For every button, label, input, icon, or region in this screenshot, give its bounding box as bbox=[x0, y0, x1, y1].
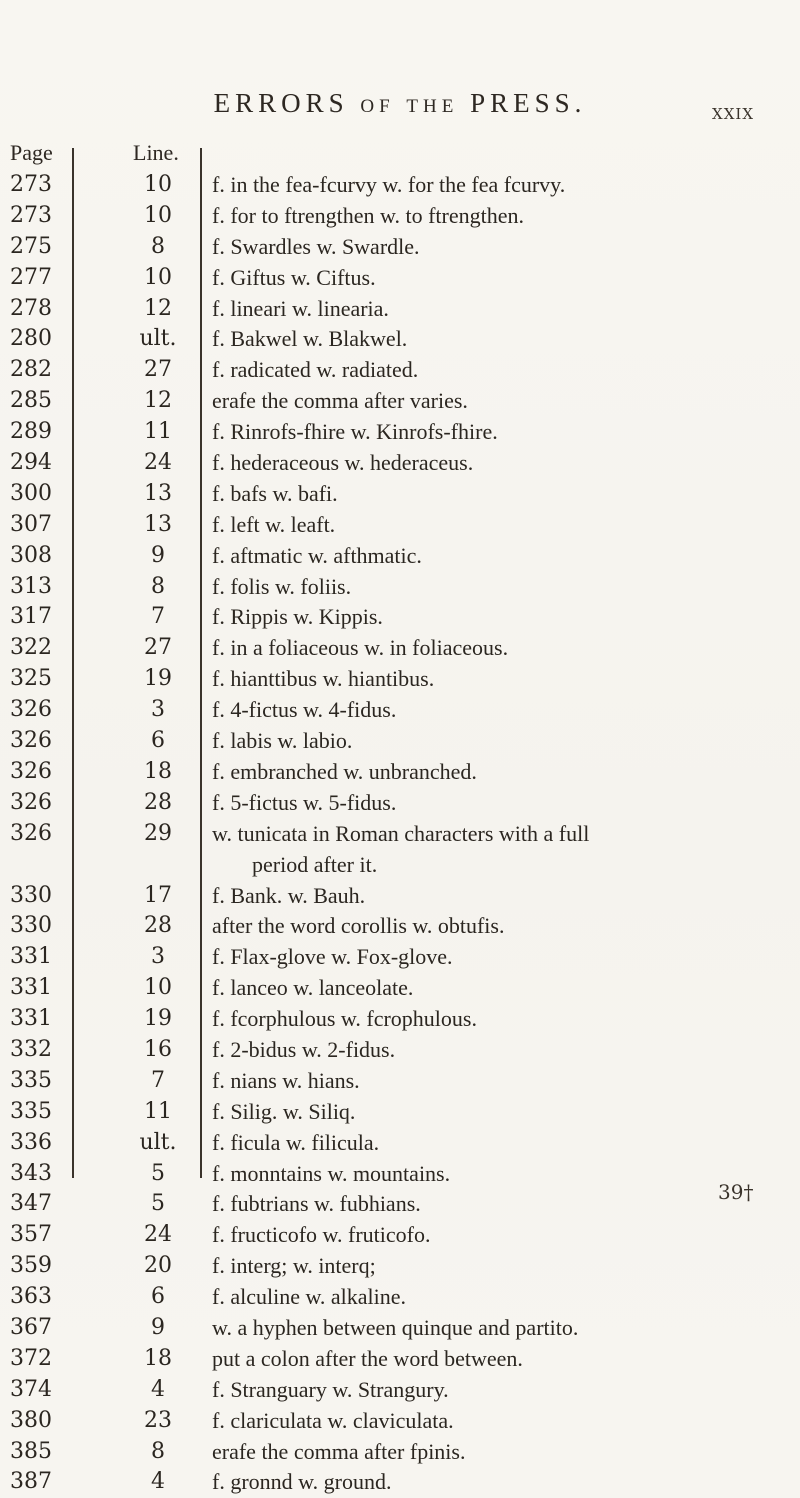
errata-page-number: 380 bbox=[10, 1407, 52, 1433]
errata-correction bbox=[212, 1004, 787, 1035]
errata-correction bbox=[212, 819, 787, 881]
errata-line-number: 20 bbox=[144, 1253, 172, 1279]
errata-row bbox=[0, 541, 800, 572]
errata-row bbox=[0, 1004, 800, 1035]
errata-line-number: 29 bbox=[144, 820, 172, 846]
errata-correction-text: f. Bank. w. Bauh. bbox=[212, 882, 366, 908]
errata-row bbox=[0, 819, 800, 881]
signature-mark: 39† bbox=[718, 1180, 754, 1204]
errata-correction bbox=[212, 572, 787, 603]
errata-correction bbox=[212, 881, 787, 912]
errata-row bbox=[0, 1159, 800, 1190]
errata-row bbox=[0, 695, 800, 726]
errata-row bbox=[0, 294, 800, 325]
errata-correction bbox=[212, 448, 787, 479]
errata-row bbox=[0, 1344, 800, 1375]
errata-correction-text: f. bafs w. bafi. bbox=[212, 480, 338, 506]
errata-correction-text: f. Flax-glove w. Fox-glove. bbox=[212, 944, 453, 970]
column-header-line: Line. bbox=[133, 140, 179, 165]
errata-correction-text: f. interg; w. interq; bbox=[212, 1253, 376, 1279]
errata-correction bbox=[212, 479, 787, 510]
errata-line-number: 10 bbox=[144, 172, 172, 197]
errata-line-number: 18 bbox=[144, 1345, 172, 1371]
errata-line-number: 6 bbox=[151, 728, 165, 754]
errata-correction bbox=[212, 1375, 787, 1406]
errata-correction-text: f. Rinrofs-fhire w. Kinrofs-fhire. bbox=[212, 419, 498, 445]
errata-correction bbox=[212, 417, 787, 448]
errata-page-number: 294 bbox=[10, 450, 52, 476]
errata-correction-text: f. clariculata w. claviculata. bbox=[212, 1407, 454, 1433]
errata-line-number: 18 bbox=[144, 758, 172, 784]
errata-line-number: 10 bbox=[144, 202, 172, 228]
errata-correction-text: f. labis w. labio. bbox=[212, 728, 353, 754]
errata-correction bbox=[212, 1406, 787, 1437]
errata-correction bbox=[212, 170, 787, 201]
errata-page-number: 280 bbox=[10, 326, 52, 352]
errata-correction-text: f. embranched w. unbranched. bbox=[212, 758, 477, 784]
errata-line-number: 6 bbox=[151, 1284, 165, 1310]
errata-page-number: 275 bbox=[10, 233, 52, 259]
errata-row bbox=[0, 633, 800, 664]
errata-correction bbox=[212, 1097, 787, 1128]
errata-row bbox=[0, 726, 800, 757]
errata-row bbox=[0, 1437, 800, 1468]
errata-correction-text: f. alculine w. alkaline. bbox=[212, 1284, 407, 1310]
errata-correction bbox=[212, 294, 787, 325]
errata-correction-text: f. 2-bidus w. 2-fidus. bbox=[212, 1036, 396, 1062]
errata-row bbox=[0, 942, 800, 973]
errata-page-number: 325 bbox=[10, 666, 52, 692]
errata-correction bbox=[212, 1159, 787, 1190]
errata-line-number: 11 bbox=[144, 1098, 172, 1124]
errata-page-number: 273 bbox=[10, 172, 52, 197]
errata-row bbox=[0, 1467, 800, 1498]
errata-page-number: 331 bbox=[10, 975, 52, 1001]
errata-row bbox=[0, 386, 800, 417]
errata-correction-text: f. aftmatic w. afthmatic. bbox=[212, 542, 422, 568]
errata-page-number: 282 bbox=[10, 357, 52, 383]
errata-correction-text: f. nians w. hians. bbox=[212, 1067, 360, 1093]
errata-page-number: 308 bbox=[10, 542, 52, 568]
errata-row bbox=[0, 572, 800, 603]
errata-correction bbox=[212, 263, 787, 294]
errata-row bbox=[0, 448, 800, 479]
errata-correction-continuation: period after it. bbox=[252, 851, 378, 877]
errata-line-number: 24 bbox=[144, 450, 172, 476]
errata-correction bbox=[212, 1128, 787, 1159]
errata-line-number: 9 bbox=[151, 542, 165, 568]
errata-correction bbox=[212, 757, 787, 788]
errata-line-number: 28 bbox=[144, 789, 172, 815]
errata-line-number: 7 bbox=[151, 1067, 165, 1093]
errata-page-number: 385 bbox=[10, 1438, 52, 1464]
errata-line-number: 27 bbox=[144, 635, 172, 661]
errata-page-number: 326 bbox=[10, 697, 52, 723]
errata-row bbox=[0, 355, 800, 386]
errata-correction bbox=[212, 1220, 787, 1251]
errata-correction bbox=[212, 973, 787, 1004]
errata-correction bbox=[212, 1282, 787, 1313]
errata-correction-text: w. tunicata in Roman characters with a full bbox=[212, 820, 590, 846]
errata-row bbox=[0, 1066, 800, 1097]
errata-correction-text: f. Giftus w. Ciftus. bbox=[212, 264, 376, 290]
errata-correction-text: f. left w. leaft. bbox=[212, 511, 336, 537]
errata-correction bbox=[212, 1344, 787, 1375]
errata-correction-text: f. Swardles w. Swardle. bbox=[212, 233, 420, 259]
errata-row bbox=[0, 973, 800, 1004]
errata-correction bbox=[212, 541, 787, 572]
errata-page-number: 289 bbox=[10, 419, 52, 445]
errata-line-number: 4 bbox=[151, 1469, 165, 1495]
errata-page-number: 363 bbox=[10, 1284, 52, 1310]
errata-line-number: 8 bbox=[151, 573, 165, 599]
errata-line-number: 8 bbox=[151, 1438, 165, 1464]
errata-line-number: 3 bbox=[151, 697, 165, 723]
errata-correction-text: f. hianttibus w. hiantibus. bbox=[212, 666, 435, 692]
errata-correction-text: f. fructicofo w. fruticofo. bbox=[212, 1222, 431, 1248]
errata-line-number: 23 bbox=[144, 1407, 172, 1433]
errata-line-number: 5 bbox=[151, 1191, 165, 1217]
errata-line-number: 13 bbox=[144, 480, 172, 506]
errata-correction bbox=[212, 386, 787, 417]
errata-row bbox=[0, 881, 800, 912]
errata-row bbox=[0, 1128, 800, 1159]
errata-correction-text: f. fubtrians w. fubhians. bbox=[212, 1191, 421, 1217]
errata-correction bbox=[212, 1251, 787, 1282]
errata-row bbox=[0, 1035, 800, 1066]
errata-line-number: 5 bbox=[151, 1160, 165, 1186]
errata-correction-text: f. fcorphulous w. fcrophulous. bbox=[212, 1006, 477, 1032]
errata-row bbox=[0, 664, 800, 695]
errata-page-number: 326 bbox=[10, 758, 52, 784]
errata-row bbox=[0, 232, 800, 263]
errata-correction bbox=[212, 232, 787, 263]
errata-page-number: 343 bbox=[10, 1160, 52, 1186]
errata-correction-text: f. Rippis w. Kippis. bbox=[212, 604, 383, 630]
page-title: ERRORS of the PRESS. bbox=[213, 88, 587, 118]
errata-line-number: 4 bbox=[151, 1376, 165, 1402]
errata-row bbox=[0, 1375, 800, 1406]
errata-row bbox=[0, 1220, 800, 1251]
errata-correction bbox=[212, 1313, 787, 1344]
errata-row bbox=[0, 1282, 800, 1313]
errata-correction-text: f. monntains w. mountains. bbox=[212, 1160, 451, 1186]
errata-page-number: 277 bbox=[10, 264, 52, 290]
errata-page-number: 313 bbox=[10, 573, 52, 599]
errata-correction bbox=[212, 201, 787, 232]
errata-correction-text: f. lineari w. linearia. bbox=[212, 295, 389, 321]
errata-line-number: 7 bbox=[151, 604, 165, 630]
errata-page-number: 372 bbox=[10, 1345, 52, 1371]
errata-row bbox=[0, 911, 800, 942]
page-number: xxix bbox=[712, 100, 754, 125]
errata-correction-text: f. 4-fictus w. 4-fidus. bbox=[212, 697, 397, 723]
errata-line-number: ult. bbox=[139, 1129, 177, 1155]
errata-row bbox=[0, 201, 800, 232]
errata-line-number: 27 bbox=[144, 357, 172, 383]
errata-line-number: 12 bbox=[144, 295, 172, 321]
errata-correction-text: put a colon after the word between. bbox=[212, 1345, 523, 1371]
errata-page-number: 335 bbox=[10, 1067, 52, 1093]
errata-page-number: 300 bbox=[10, 480, 52, 506]
errata-page-number: 367 bbox=[10, 1314, 52, 1340]
errata-page-number: 330 bbox=[10, 882, 52, 908]
errata-page-number: 336 bbox=[10, 1129, 52, 1155]
errata-line-number: 17 bbox=[144, 882, 172, 908]
errata-line-number: ult. bbox=[139, 326, 177, 352]
errata-page-number: 335 bbox=[10, 1098, 52, 1124]
errata-row bbox=[0, 324, 800, 355]
errata-correction-text: f. 5-fictus w. 5-fidus. bbox=[212, 789, 397, 815]
column-header-page: Page bbox=[10, 140, 53, 165]
errata-page-number: 331 bbox=[10, 944, 52, 970]
errata-page-number: 359 bbox=[10, 1253, 52, 1279]
errata-correction-text: f. folis w. foliis. bbox=[212, 573, 352, 599]
errata-line-number: 8 bbox=[151, 233, 165, 259]
errata-page-number: 326 bbox=[10, 789, 52, 815]
errata-correction bbox=[212, 1467, 787, 1498]
errata-row bbox=[0, 263, 800, 294]
errata-correction-text: f. hederaceous w. hederaceus. bbox=[212, 450, 474, 476]
errata-line-number: 19 bbox=[144, 1006, 172, 1032]
errata-line-number: 12 bbox=[144, 388, 172, 414]
errata-page-number: 347 bbox=[10, 1191, 52, 1217]
errata-row bbox=[0, 510, 800, 541]
errata-page-number: 326 bbox=[10, 820, 52, 846]
errata-correction-text: f. lanceo w. lanceolate. bbox=[212, 975, 414, 1001]
errata-correction-text: w. a hyphen between quinque and partito. bbox=[212, 1314, 579, 1340]
errata-page-number: 331 bbox=[10, 1006, 52, 1032]
errata-correction-text: f. in a foliaceous w. in foliaceous. bbox=[212, 635, 509, 661]
errata-correction bbox=[212, 911, 787, 942]
errata-correction-text: erafe the comma after varies. bbox=[212, 388, 468, 414]
errata-correction bbox=[212, 695, 787, 726]
errata-correction bbox=[212, 788, 787, 819]
errata-line-number: 3 bbox=[151, 944, 165, 970]
errata-correction bbox=[212, 1437, 787, 1468]
errata-page-number: 307 bbox=[10, 511, 52, 537]
errata-list bbox=[0, 170, 800, 1498]
errata-page-number: 278 bbox=[10, 295, 52, 321]
errata-line-number: 24 bbox=[144, 1222, 172, 1248]
errata-page-number: 332 bbox=[10, 1036, 52, 1062]
errata-line-number: 13 bbox=[144, 511, 172, 537]
errata-row bbox=[0, 1097, 800, 1128]
errata-correction-text: f. Stranguary w. Strangury. bbox=[212, 1376, 449, 1402]
errata-page-number: 374 bbox=[10, 1376, 52, 1402]
errata-correction-text: after the word corollis w. obtufis. bbox=[212, 913, 505, 939]
errata-correction bbox=[212, 602, 787, 633]
errata-page-number: 317 bbox=[10, 604, 52, 630]
errata-correction-text: f. ficula w. filicula. bbox=[212, 1129, 380, 1155]
errata-correction-text: f. gronnd w. ground. bbox=[212, 1469, 392, 1495]
errata-correction bbox=[212, 324, 787, 355]
errata-row bbox=[0, 1251, 800, 1282]
errata-line-number: 28 bbox=[144, 913, 172, 939]
errata-line-number: 11 bbox=[144, 419, 172, 445]
errata-row bbox=[0, 479, 800, 510]
errata-correction bbox=[212, 1066, 787, 1097]
errata-row bbox=[0, 417, 800, 448]
errata-correction-text: erafe the comma after fpinis. bbox=[212, 1438, 466, 1464]
errata-correction-text: f. for to ftrengthen w. to ftrengthen. bbox=[212, 202, 524, 228]
errata-correction bbox=[212, 1035, 787, 1066]
errata-page-number: 285 bbox=[10, 388, 52, 414]
errata-page-number: 387 bbox=[10, 1469, 52, 1495]
errata-correction bbox=[212, 942, 787, 973]
errata-page-number: 273 bbox=[10, 202, 52, 228]
errata-page-number: 357 bbox=[10, 1222, 52, 1248]
errata-row bbox=[0, 1406, 800, 1437]
errata-page-number: 330 bbox=[10, 913, 52, 939]
errata-page-number: 322 bbox=[10, 635, 52, 661]
errata-page-number: 326 bbox=[10, 728, 52, 754]
errata-line-number: 16 bbox=[144, 1036, 172, 1062]
errata-correction-text: f. Bakwel w. Blakwel. bbox=[212, 326, 408, 352]
errata-correction-text: f. Silig. w. Siliq. bbox=[212, 1098, 356, 1124]
errata-row bbox=[0, 1189, 800, 1220]
errata-row bbox=[0, 788, 800, 819]
errata-correction-text: f. in the fea-fcurvy w. for the fea fcurvy. bbox=[212, 172, 566, 197]
errata-line-number: 9 bbox=[151, 1314, 165, 1340]
errata-correction bbox=[212, 633, 787, 664]
errata-row bbox=[0, 170, 800, 201]
errata-correction bbox=[212, 726, 787, 757]
errata-correction bbox=[212, 355, 787, 386]
errata-line-number: 10 bbox=[144, 975, 172, 1001]
errata-line-number: 10 bbox=[144, 264, 172, 290]
errata-row bbox=[0, 602, 800, 633]
errata-row bbox=[0, 757, 800, 788]
errata-correction-text: f. radicated w. radiated. bbox=[212, 357, 419, 383]
errata-line-number: 19 bbox=[144, 666, 172, 692]
errata-row bbox=[0, 1313, 800, 1344]
errata-correction bbox=[212, 510, 787, 541]
errata-correction bbox=[212, 664, 787, 695]
errata-correction bbox=[212, 1189, 787, 1220]
